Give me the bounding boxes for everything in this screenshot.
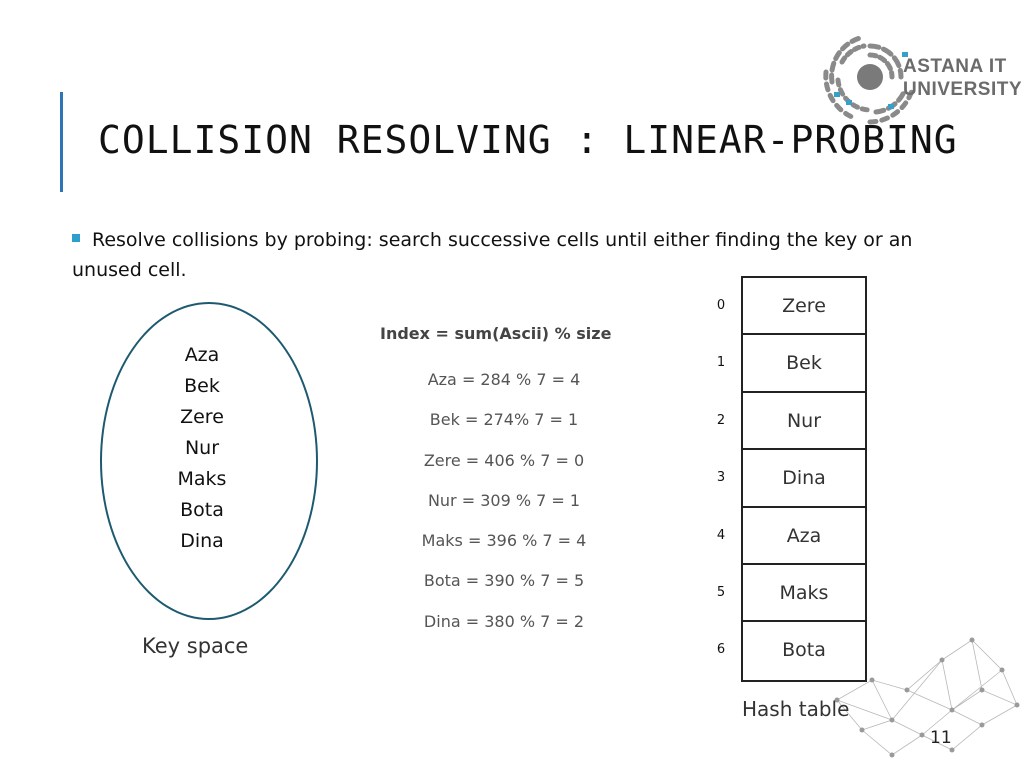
formula-line: Nur = 309 % 7 = 1	[427, 490, 581, 510]
formula-line: Bek = 274% 7 = 1	[429, 410, 579, 430]
hash-index: 0	[716, 298, 726, 313]
logo-text	[903, 55, 1022, 101]
network-graphic-icon	[832, 630, 1022, 767]
hash-cell: Nur	[743, 393, 865, 450]
hash-index: 5	[716, 584, 726, 600]
formula-heading: Index = sum(Ascii) % size	[380, 324, 612, 343]
hash-cell: Aza	[743, 508, 865, 565]
key-item: Bota	[180, 499, 224, 521]
bullet-text: Resolve collisions by probing: search successive cells until either finding the key or an unused cell.	[72, 229, 913, 281]
logo-line-2: UNIVERSITY	[903, 79, 1023, 100]
formula-line: Aza = 284 % 7 = 4	[427, 370, 581, 389]
formula-line: Maks = 396 % 7 = 4	[421, 531, 587, 551]
hash-index: 2	[716, 412, 726, 428]
key-item: Nur	[184, 437, 220, 459]
key-item: Aza	[184, 344, 220, 366]
key-item: Bek	[184, 375, 220, 397]
formula-list	[384, 360, 624, 642]
logo-line-1: ASTANA IT	[903, 56, 1007, 77]
hash-table-label: Hash table	[742, 697, 850, 721]
hash-cell: Dina	[743, 450, 865, 507]
formula-line: Zere = 406 % 7 = 0	[423, 450, 585, 470]
square-bullet-icon	[72, 234, 80, 242]
key-space-label: Key space	[142, 634, 249, 658]
hash-index-column	[706, 277, 736, 679]
hash-index: 4	[716, 527, 726, 543]
formula-line: Bota = 390 % 7 = 5	[423, 571, 585, 591]
hash-cell: Maks	[743, 565, 865, 622]
key-item: Maks	[177, 468, 227, 490]
slide-title: COLLISION RESOLVING : LINEAR-PROBING	[98, 118, 958, 162]
hash-cell: Bota	[782, 639, 826, 662]
title-accent-bar	[60, 92, 63, 192]
formula-line: Dina = 380 % 7 = 2	[423, 611, 585, 631]
hash-index: 3	[716, 470, 726, 486]
page-number: 11	[930, 728, 952, 748]
hash-cell: Bek	[743, 335, 865, 392]
hash-table	[741, 276, 867, 682]
hash-index: 6	[716, 642, 726, 658]
key-item: Zere	[180, 406, 224, 428]
key-space-list	[140, 340, 264, 557]
hash-index: 1	[716, 355, 726, 371]
key-item: Dina	[180, 530, 224, 552]
hash-cell: Zere	[743, 278, 865, 335]
